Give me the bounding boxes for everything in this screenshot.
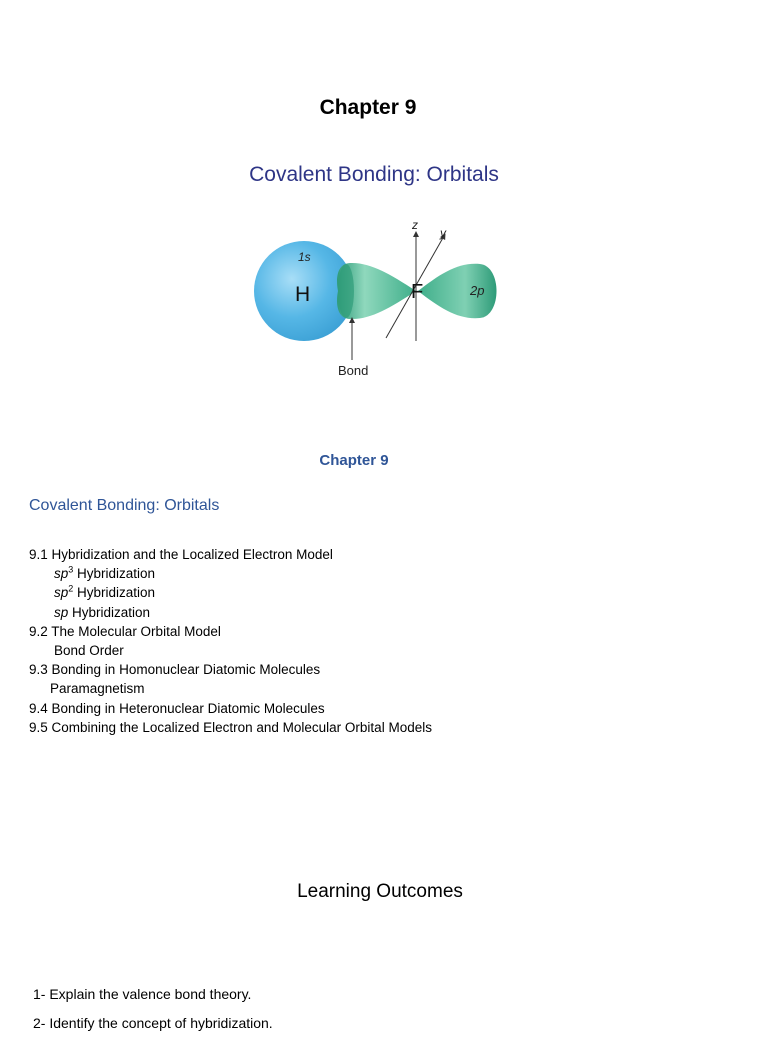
toc-item bbox=[29, 641, 432, 660]
toc-item-text: 9.2 The Molecular Orbital Model bbox=[29, 623, 221, 639]
f-2p-right-lobe bbox=[418, 264, 497, 318]
hf-orbital-diagram bbox=[240, 214, 520, 384]
2p-label: 2p bbox=[470, 283, 485, 298]
toc-item-prefix: sp bbox=[54, 566, 69, 582]
toc-item-text: Hybridization bbox=[68, 604, 151, 620]
section-chapter-heading: Chapter 9 bbox=[319, 452, 389, 469]
toc-item bbox=[29, 699, 432, 718]
toc-item-text: 9.4 Bonding in Heteronuclear Diatomic Molecules bbox=[29, 700, 325, 716]
toc-item bbox=[29, 564, 432, 583]
learning-outcomes-title: Learning Outcomes bbox=[297, 881, 463, 902]
f-label: F bbox=[411, 281, 424, 303]
1s-label: 1s bbox=[298, 250, 311, 264]
toc-item-text: Hybridization bbox=[73, 566, 156, 582]
f-2p-left-lobe-rim bbox=[338, 264, 354, 318]
learning-outcome-item: 1- Explain the valence bond theory. bbox=[33, 986, 252, 1002]
learning-outcomes-list bbox=[33, 980, 273, 1038]
learning-outcome-item: 2- Identify the concept of hybridization. bbox=[33, 1015, 273, 1031]
toc-item-superscript: 3 bbox=[68, 564, 74, 575]
bond-label: Bond bbox=[338, 363, 369, 378]
toc-item bbox=[29, 679, 432, 698]
toc-item-text: Paramagnetism bbox=[50, 681, 145, 697]
toc-item bbox=[29, 603, 432, 622]
toc-item-text: 9.3 Bonding in Homonuclear Diatomic Molecules bbox=[29, 662, 321, 678]
toc-item-text: 9.5 Combining the Localized Electron and Molecular Orbital Models bbox=[29, 719, 432, 735]
chapter-subtitle: Covalent Bonding: Orbitals bbox=[249, 163, 499, 186]
toc-item bbox=[29, 660, 432, 679]
section-title: Covalent Bonding: Orbitals bbox=[29, 497, 220, 514]
toc-item bbox=[29, 622, 432, 641]
toc-item-prefix: sp bbox=[54, 585, 69, 601]
toc-item-text: Hybridization bbox=[73, 585, 156, 601]
y-axis-label: y bbox=[440, 226, 446, 240]
toc-item bbox=[29, 583, 432, 602]
toc-item-superscript: 2 bbox=[68, 583, 74, 594]
toc-item bbox=[29, 545, 432, 564]
chapter-heading: Chapter 9 bbox=[319, 96, 417, 119]
toc-item-prefix: sp bbox=[54, 604, 69, 620]
z-axis-label: z bbox=[412, 218, 418, 232]
table-of-contents bbox=[29, 545, 432, 737]
toc-item-text: 9.1 Hybridization and the Localized Electron Model bbox=[29, 547, 333, 562]
toc-item bbox=[29, 718, 432, 737]
h-label: H bbox=[295, 283, 311, 306]
toc-item-text: Bond Order bbox=[54, 643, 124, 659]
